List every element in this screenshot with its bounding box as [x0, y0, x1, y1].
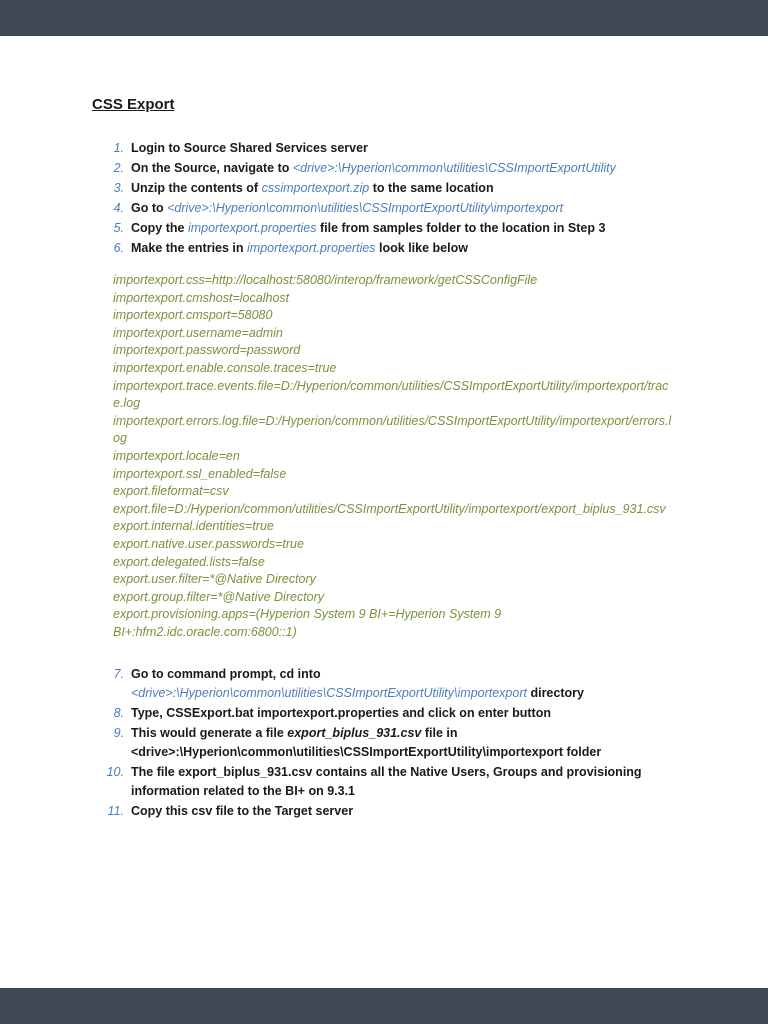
step-text	[131, 159, 672, 178]
config-line: export.fileformat=csv	[113, 484, 229, 499]
config-block	[113, 272, 672, 641]
list-number: 4.	[113, 201, 124, 215]
step-text	[131, 139, 672, 158]
step-text-segment: Type, CSSExport.bat importexport.properties and click on enter button	[131, 706, 551, 721]
step-text-segment: Login to Source Shared Services server	[131, 141, 368, 155]
list-number: 3.	[113, 181, 124, 195]
config-line: export.provisioning.apps=(Hyperion System 9 BI+=Hyperion System 9 BI+:hfm2.idc.oracle.com:6800::1)	[113, 607, 502, 639]
step-text	[131, 724, 672, 762]
viewer-bottom-bar	[0, 988, 768, 1024]
step-text-segment: export_biplus_931.csv	[287, 726, 422, 741]
config-line: export.user.filter=*@Native Directory	[113, 572, 316, 587]
config-line: importexport.cmsport=58080	[113, 308, 273, 323]
path-text: <drive>:\Hyperion\common\utilities\CSSImportExportUtility\importexport	[167, 201, 564, 215]
config-line: importexport.enable.console.traces=true	[113, 360, 337, 375]
step-text	[131, 179, 672, 198]
step-text-segment: On the Source, navigate to	[131, 161, 293, 175]
step-text-segment: to the same location	[369, 181, 494, 195]
step-text-segment: The file export_biplus_931.csv contains all the Native Users, Groups and provisioning information related to the BI+ on 9.3.1	[131, 765, 642, 799]
step-text-segment: file from samples folder to the location in Step 3	[316, 221, 606, 235]
step-text-segment: Make the entries in	[131, 241, 248, 255]
step-text	[131, 802, 672, 821]
list-item	[92, 724, 672, 762]
config-line: export.group.filter=*@Native Directory	[113, 589, 325, 604]
list-item	[92, 159, 672, 178]
config-line: importexport.errors.log.file=D:/Hyperion/common/utilities/CSSImportExportUtility/importexport/errors.log	[113, 413, 672, 446]
list-item	[92, 239, 672, 258]
steps-list-1	[92, 139, 672, 258]
step-text	[131, 665, 672, 703]
list-number: 11.	[107, 804, 124, 819]
config-line: export.file=D:/Hyperion/common/utilities/CSSImportExportUtility/importexport/export_biplus_931.csv	[113, 501, 666, 516]
step-text-segment: Unzip the contents of	[131, 181, 262, 195]
list-item	[92, 763, 672, 801]
step-text-segment: directory	[526, 686, 584, 701]
path-text: importexport.properties	[247, 241, 376, 255]
list-number: 1.	[113, 141, 124, 155]
step-text-segment: file in <drive>:\Hyperion\common\utilities\CSSImportExportUtility\importexport folder	[131, 726, 602, 760]
step-text-segment: Copy this csv file to the Target server	[131, 804, 354, 819]
step-text	[131, 199, 672, 218]
config-line: importexport.css=http://localhost:58080/interop/framework/getCSSConfigFile	[113, 273, 538, 287]
page-title: CSS Export	[92, 96, 175, 113]
path-text: <drive>:\Hyperion\common\utilities\CSSImportExportUtility\importexport	[131, 686, 527, 701]
config-line: export.delegated.lists=false	[113, 554, 265, 569]
list-number: 6.	[113, 241, 124, 255]
config-line: importexport.cmshost=localhost	[113, 290, 290, 305]
list-item	[92, 199, 672, 218]
step-text	[131, 219, 672, 238]
step-text-segment: This would generate a file	[131, 726, 288, 741]
list-item	[92, 139, 672, 158]
step-text-segment: Go to command prompt, cd into	[131, 667, 321, 682]
step-text	[131, 704, 672, 723]
config-line: importexport.password=password	[113, 343, 301, 358]
config-line: importexport.username=admin	[113, 325, 283, 340]
config-line: export.internal.identities=true	[113, 519, 274, 534]
config-line: importexport.locale=en	[113, 448, 240, 463]
path-text: <drive>:\Hyperion\common\utilities\CSSImportExportUtility	[292, 161, 616, 175]
step-text-segment: look like below	[375, 241, 468, 255]
step-text-segment: Copy the	[131, 221, 188, 235]
list-number: 8.	[113, 706, 124, 721]
step-text-segment: Go to	[131, 201, 168, 215]
list-number: 5.	[113, 221, 124, 235]
viewer-top-bar	[0, 0, 768, 36]
list-item	[92, 219, 672, 238]
path-text: importexport.properties	[187, 221, 317, 235]
list-number: 7.	[113, 667, 124, 682]
list-item	[92, 179, 672, 198]
list-number: 9.	[113, 726, 124, 741]
list-item	[92, 665, 672, 703]
list-item	[92, 802, 672, 821]
config-line: importexport.trace.events.file=D:/Hyperion/common/utilities/CSSImportExportUtility/importexport/trace.log	[113, 378, 669, 411]
list-item	[92, 704, 672, 723]
list-number: 2.	[113, 161, 124, 175]
list-number: 10.	[106, 765, 124, 780]
step-text	[131, 239, 672, 258]
config-line: export.native.user.passwords=true	[113, 536, 304, 551]
step-text	[131, 763, 672, 801]
config-line: importexport.ssl_enabled=false	[113, 466, 287, 481]
path-text: cssimportexport.zip	[261, 181, 370, 195]
document-page	[0, 36, 768, 988]
steps-list-2	[92, 665, 672, 821]
